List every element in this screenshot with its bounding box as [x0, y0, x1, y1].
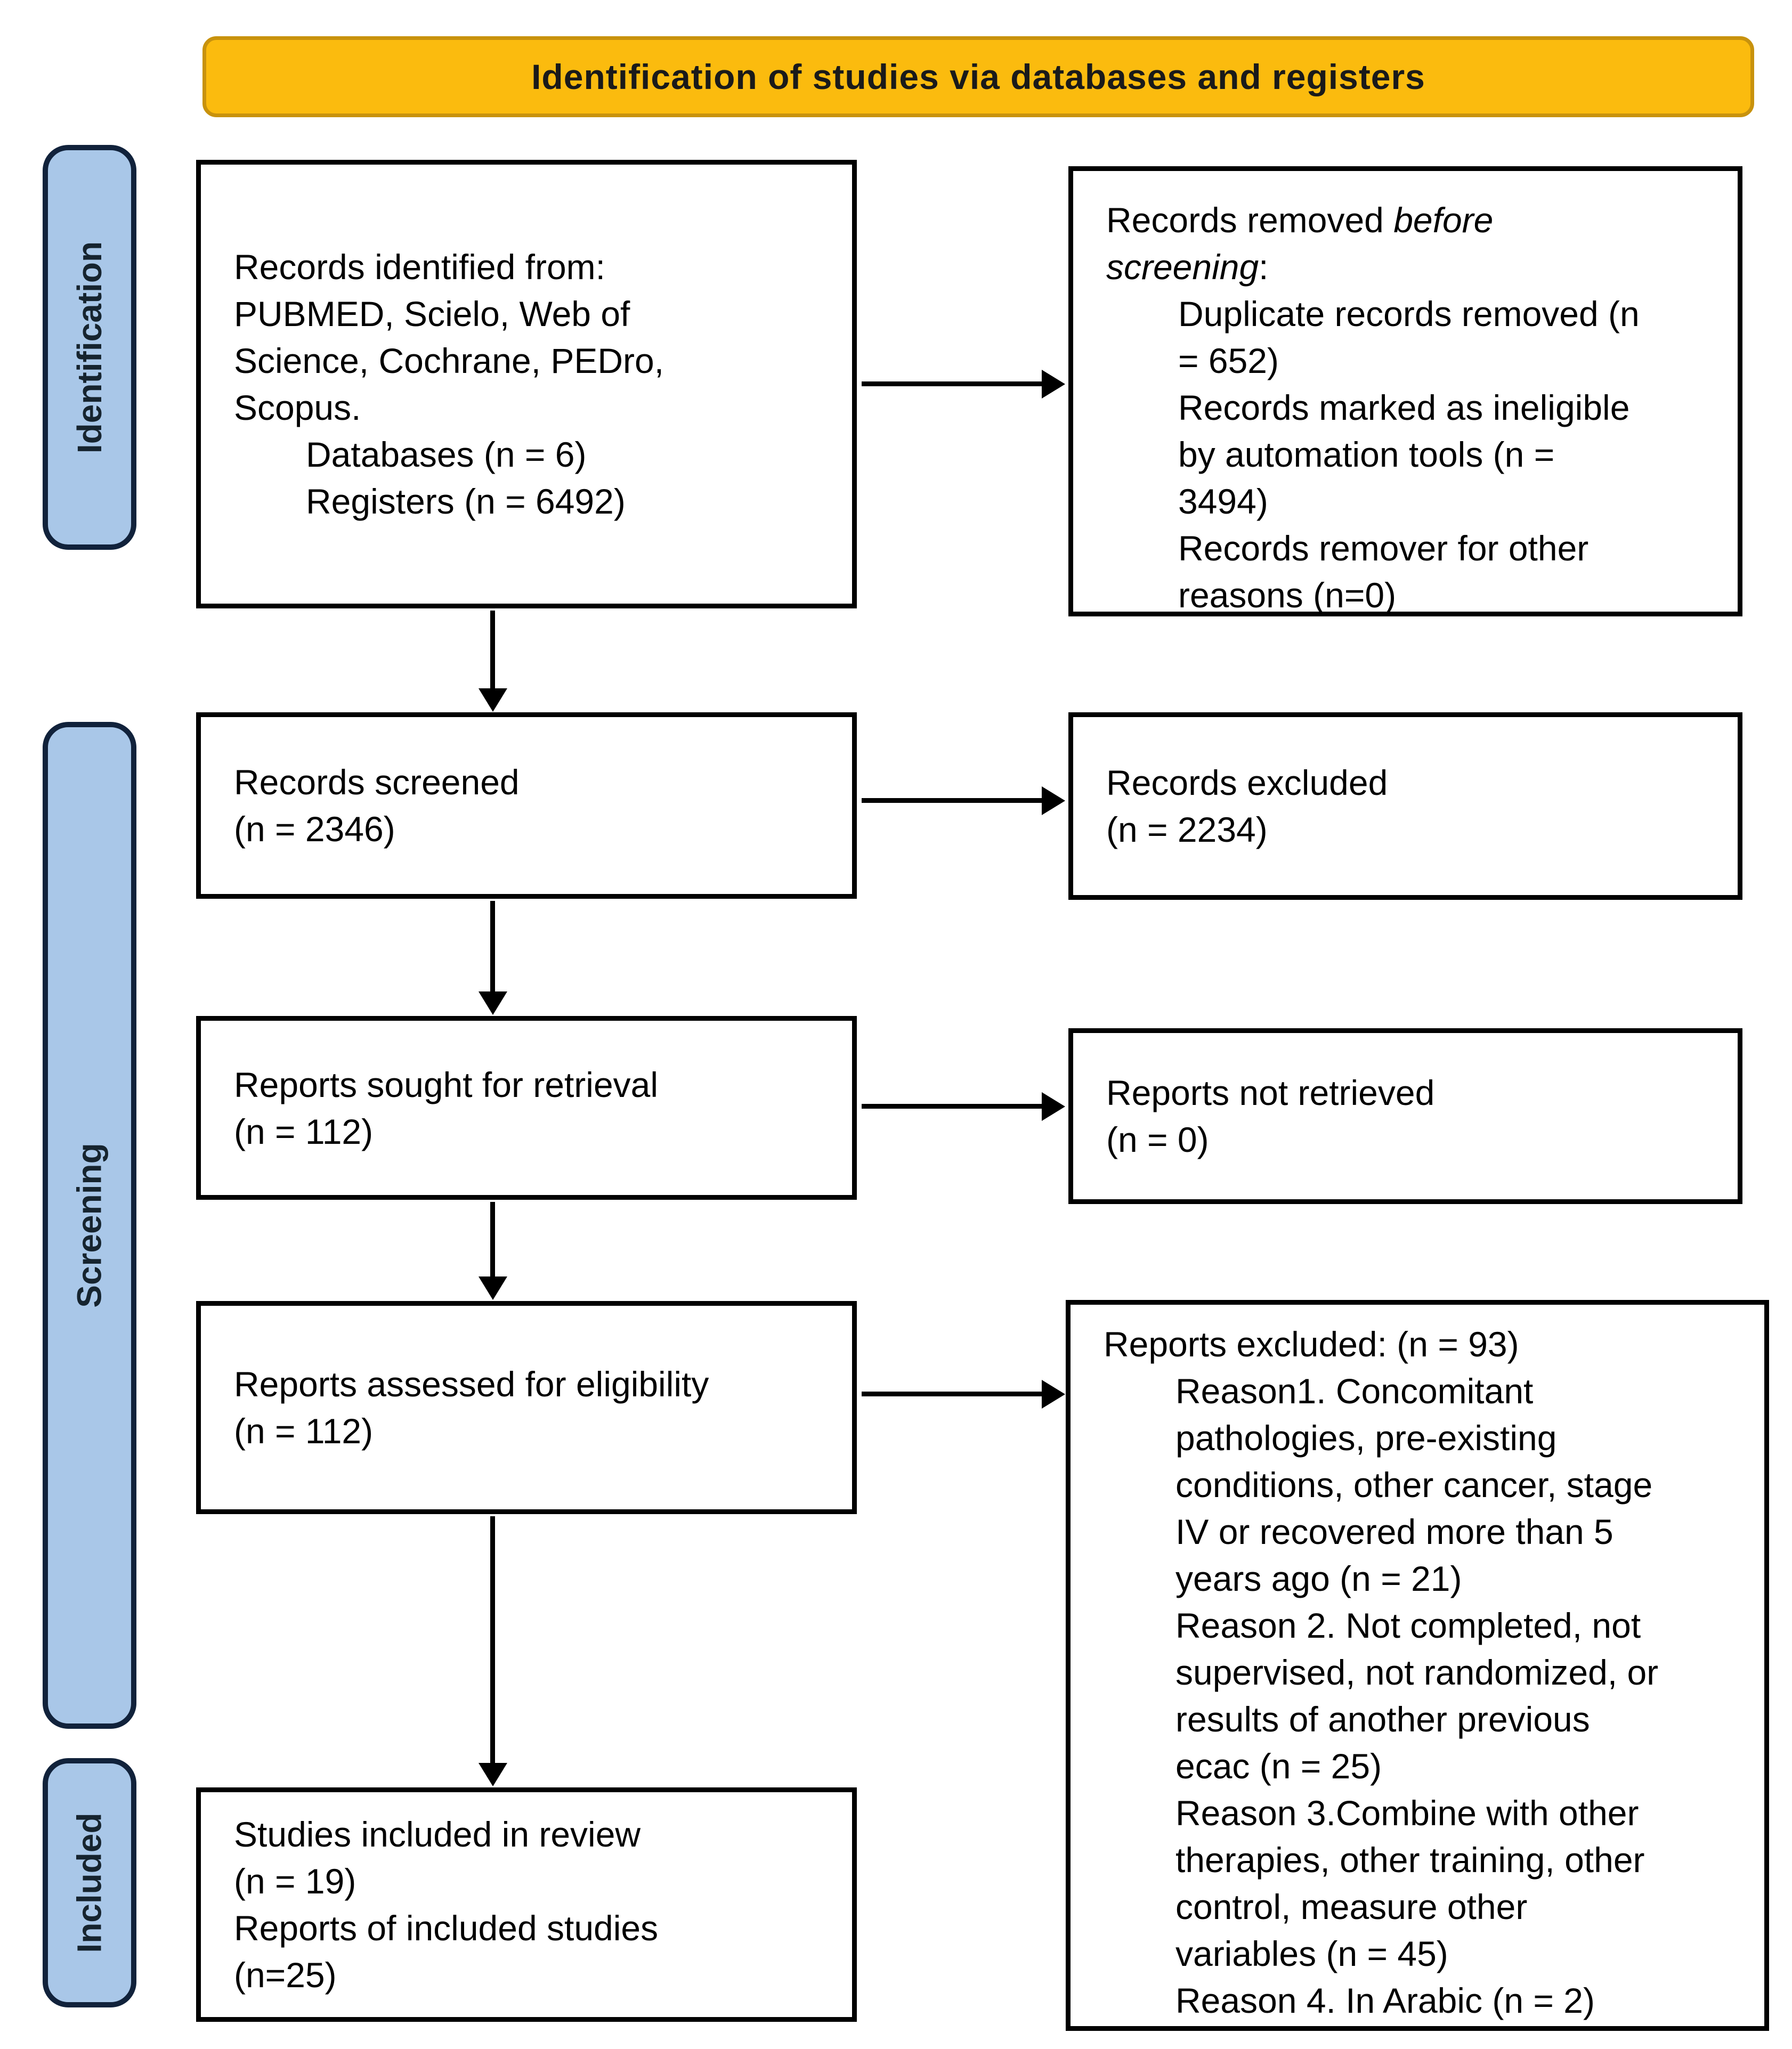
reports-excluded-reasons: [1175, 1368, 1754, 2024]
text-line: Scopus.: [234, 388, 361, 427]
text-line: (n = 2234): [1106, 810, 1268, 849]
reports-sought-text: [234, 1061, 841, 1155]
reports-not-retrieved-box: [1068, 1028, 1742, 1204]
arrow-identified-to-removed: [862, 381, 1043, 386]
arrow-sought-to-not-retrieved: [862, 1104, 1043, 1109]
arrow-assessed-to-studies-included: [490, 1516, 495, 1764]
records-screened-box: [196, 712, 857, 899]
text-line: Reason 4. In Arabic (n = 2): [1175, 1981, 1595, 2020]
text-line: (n = 2346): [234, 809, 395, 849]
arrow-screened-to-sought: [490, 901, 495, 993]
text-line: Databases (n = 6): [306, 435, 587, 474]
text-line: supervised, not randomized, or: [1175, 1653, 1659, 1692]
text-line: years ago (n = 21): [1175, 1559, 1462, 1598]
text-line: (n = 112): [234, 1411, 374, 1451]
records-removed-intro-line2: screening:: [1106, 247, 1269, 287]
text-line: PUBMED, Scielo, Web of: [234, 294, 630, 334]
text-line: Records marked as ineligible: [1178, 388, 1630, 427]
text-line: Reason 3.Combine with other: [1175, 1793, 1639, 1833]
text-line: Reports assessed for eligibility: [234, 1364, 709, 1404]
arrow-identified-to-screened: [490, 611, 495, 689]
text-line: Reports of included studies: [234, 1908, 659, 1948]
text-line: control, measure other: [1175, 1887, 1528, 1926]
text-line: Registers (n = 6492): [306, 482, 626, 521]
text-line: (n = 112): [234, 1111, 374, 1151]
text-line: IV or recovered more than 5: [1175, 1512, 1613, 1551]
text-line: (n = 19): [234, 1861, 356, 1901]
stage-bar-screening: [43, 722, 136, 1729]
arrow-screened-to-excluded: [862, 798, 1043, 803]
records-removed-box: [1068, 166, 1742, 616]
records-excluded-text: [1106, 759, 1727, 853]
studies-included-box: [196, 1787, 857, 2022]
included-label: Included: [70, 1812, 109, 1953]
text-line: Reason1. Concomitant: [1175, 1371, 1534, 1411]
reports-excluded-title: Reports excluded: (n = 93): [1104, 1324, 1519, 1364]
records-removed-intro-line1: Records removed before: [1106, 200, 1494, 240]
arrow-assessed-to-reports-excluded: [862, 1392, 1043, 1396]
text-line: ecac (n = 25): [1175, 1746, 1382, 1786]
text-line: Records identified from:: [234, 247, 605, 287]
records-screened-text: [234, 759, 841, 852]
text-line: Duplicate records removed (n: [1178, 294, 1640, 334]
text-line: conditions, other cancer, stage: [1175, 1465, 1653, 1505]
text-line: variables (n = 45): [1175, 1934, 1448, 1973]
text-line: Reports sought for retrieval: [234, 1064, 659, 1104]
text-line: Records screened: [234, 762, 520, 802]
records-identified-counts: [306, 431, 841, 525]
text-line: results of another previous: [1175, 1700, 1590, 1739]
records-identified-box: [196, 160, 857, 608]
text-line: Science, Cochrane, PEDro,: [234, 341, 664, 380]
reports-not-retrieved-text: [1106, 1069, 1727, 1163]
screening-label: Screening: [70, 1143, 109, 1308]
title-banner: [202, 36, 1754, 117]
text-line: pathologies, pre-existing: [1175, 1418, 1557, 1458]
reports-assessed-text: [234, 1361, 841, 1454]
text-line: by automation tools (n =: [1178, 435, 1555, 474]
text-line: = 652): [1178, 341, 1279, 380]
text-line: Records excluded: [1106, 763, 1388, 802]
text-line: Studies included in review: [234, 1815, 641, 1854]
text-line: therapies, other training, other: [1175, 1840, 1645, 1880]
stage-bar-included: [43, 1758, 136, 2007]
stage-bar-identification: [43, 145, 136, 550]
reports-excluded-box: [1066, 1300, 1769, 2031]
text-line: (n=25): [234, 1955, 337, 1995]
text-line: Reports not retrieved: [1106, 1073, 1435, 1112]
text-line: Reason 2. Not completed, not: [1175, 1606, 1641, 1645]
studies-included-text: [234, 1811, 841, 1998]
records-excluded-box: [1068, 712, 1742, 900]
records-identified-text: [234, 243, 841, 431]
reports-sought-box: [196, 1016, 857, 1200]
diagram-title: Identification of studies via databases and registers: [531, 57, 1425, 96]
reports-assessed-box: [196, 1301, 857, 1514]
text-line: (n = 0): [1106, 1120, 1209, 1159]
text-line: 3494): [1178, 482, 1268, 521]
records-removed-items: [1178, 290, 1727, 619]
identification-label: Identification: [70, 241, 109, 454]
text-line: reasons (n=0): [1178, 575, 1397, 615]
arrow-sought-to-assessed: [490, 1202, 495, 1278]
text-line: Records remover for other: [1178, 528, 1589, 568]
